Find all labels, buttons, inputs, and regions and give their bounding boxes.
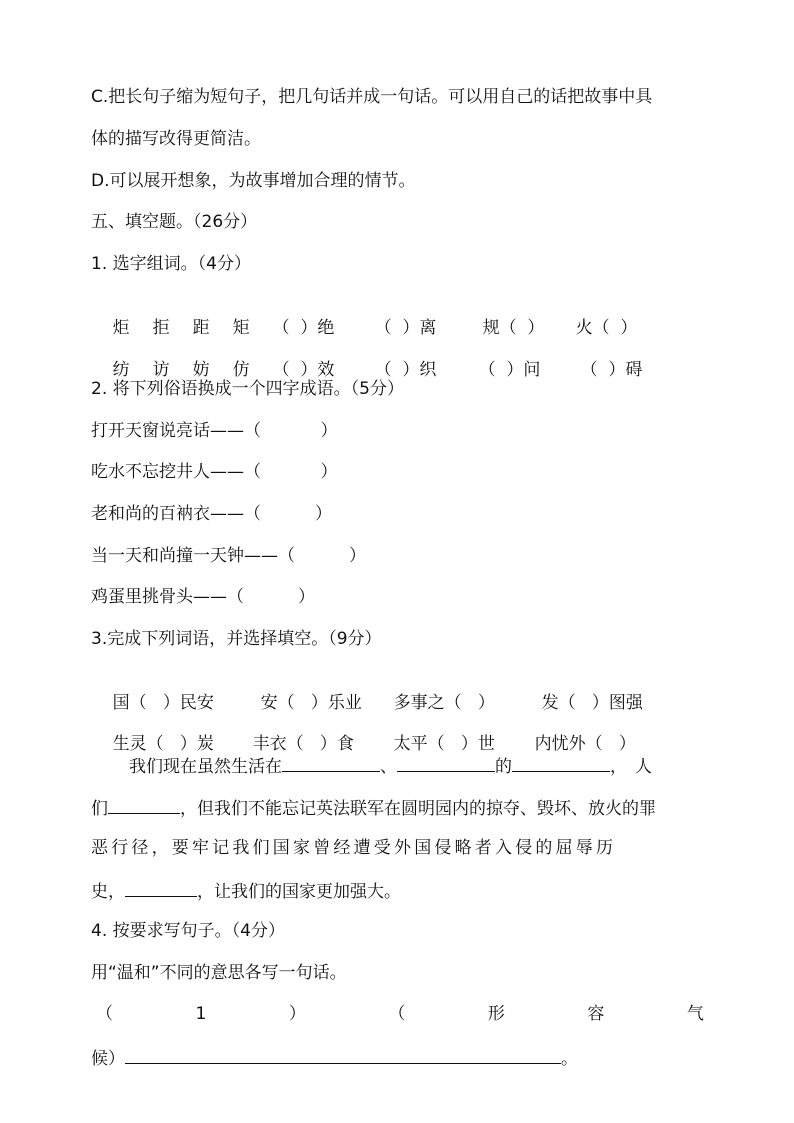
q4-token: 容 [587, 1004, 605, 1024]
q2-item: 鸡蛋里挑骨头——（ ） [91, 587, 316, 607]
q4-row [96, 1003, 704, 1025]
q1-char: 距 [192, 318, 210, 338]
fill-text: 们 [91, 799, 108, 819]
q1-blank: （ ）碍 [580, 360, 643, 380]
q3-word: 国（ ）民安 [112, 693, 214, 713]
fill-text: ，人 [610, 757, 660, 777]
q3-word: 太平（ ）世 [393, 734, 495, 754]
fill-text: 我们现在虽然生活在 [129, 757, 282, 777]
q4-answer-line [91, 1045, 578, 1070]
q2-title: 2. 将下列俗语换成一个四字成语。（5分） [91, 379, 404, 399]
answer-blank[interactable] [512, 753, 610, 772]
q2-item: 当一天和尚撞一天钟——（ ） [91, 546, 367, 566]
q4-title: 4. 按要求写句子。（4分） [91, 921, 285, 941]
fill-text: 候） [91, 1049, 125, 1069]
q1-char: 纺 [112, 360, 130, 380]
q4-token: 气 [686, 1004, 704, 1024]
fill-text: 史， [91, 882, 125, 902]
q1-blank: （ ）绝 [272, 318, 335, 338]
fill-text: ，但我们不能忘记英法联军在圆明园内的掠夺、毁坏、放火的罪 [180, 799, 656, 819]
q4-token: （ [388, 1004, 406, 1024]
answer-blank[interactable] [108, 795, 180, 814]
section5-title: 五、填空题。（26分） [91, 212, 258, 232]
answer-blank[interactable] [125, 878, 197, 897]
answer-blank[interactable] [397, 753, 495, 772]
q3-word: 安（ ）乐业 [260, 693, 362, 713]
q4-intro: 用“温和”不同的意思各写一句话。 [91, 963, 347, 983]
q3-fill-line1 [129, 753, 660, 778]
fill-text: 。 [561, 1049, 578, 1069]
option-c-line1: C.把长句子缩为短句子，把几句话并成一句话。可以用自己的话把故事中具 [91, 87, 653, 107]
q3-word: 丰衣（ ）食 [252, 734, 354, 754]
q2-item: 打开天窗说亮话——（ ） [91, 421, 338, 441]
q3-fill-line3: 恶行径，要牢记我们国家曾经遭受外国侵略者入侵的屈辱历 [91, 838, 617, 858]
q2-item: 老和尚的百衲衣——（ ） [91, 504, 333, 524]
q1-blank: （ ）织 [374, 360, 437, 380]
q1-blank: （ ）问 [478, 360, 541, 380]
q3-title: 3.完成下列词语，并选择填空。（9分） [91, 629, 382, 649]
q3-word: 多事之（ ） [393, 693, 495, 713]
q3-word: 生灵（ ）炭 [112, 734, 214, 754]
option-c-line2: 体的描写改得更简洁。 [91, 129, 261, 149]
q1-blank: （ ）离 [374, 318, 437, 338]
q1-char: 妨 [192, 360, 210, 380]
answer-blank[interactable] [125, 1045, 561, 1064]
q4-token: （ [96, 1004, 113, 1024]
q1-blank: 火（ ） [575, 318, 638, 338]
q4-token: ） [288, 1004, 306, 1024]
q1-char: 访 [152, 360, 170, 380]
q4-token: 形 [487, 1004, 505, 1024]
q1-char: 矩 [232, 318, 250, 338]
fill-text: 、 [380, 757, 397, 777]
q4-token: 1 [195, 1004, 207, 1024]
q3-word: 发（ ）图强 [541, 693, 643, 713]
fill-text: 的 [495, 757, 512, 777]
q1-blank: 规（ ） [482, 318, 545, 338]
q1-title: 1. 选字组词。（4分） [91, 254, 251, 274]
q3-word: 内忧外（ ） [534, 734, 636, 754]
q1-char: 拒 [152, 318, 170, 338]
q1-blank: （ ）效 [272, 360, 335, 380]
q1-char: 仿 [232, 360, 250, 380]
q2-item: 吃水不忘挖井人——（ ） [91, 462, 338, 482]
q3-fill-line2 [91, 795, 656, 820]
fill-text: ，让我们的国家更加强大。 [197, 882, 401, 902]
option-d-line: D.可以展开想象，为故事增加合理的情节。 [91, 171, 416, 191]
q1-char: 炬 [112, 318, 130, 338]
answer-blank[interactable] [282, 753, 380, 772]
q3-fill-line4 [91, 878, 401, 903]
